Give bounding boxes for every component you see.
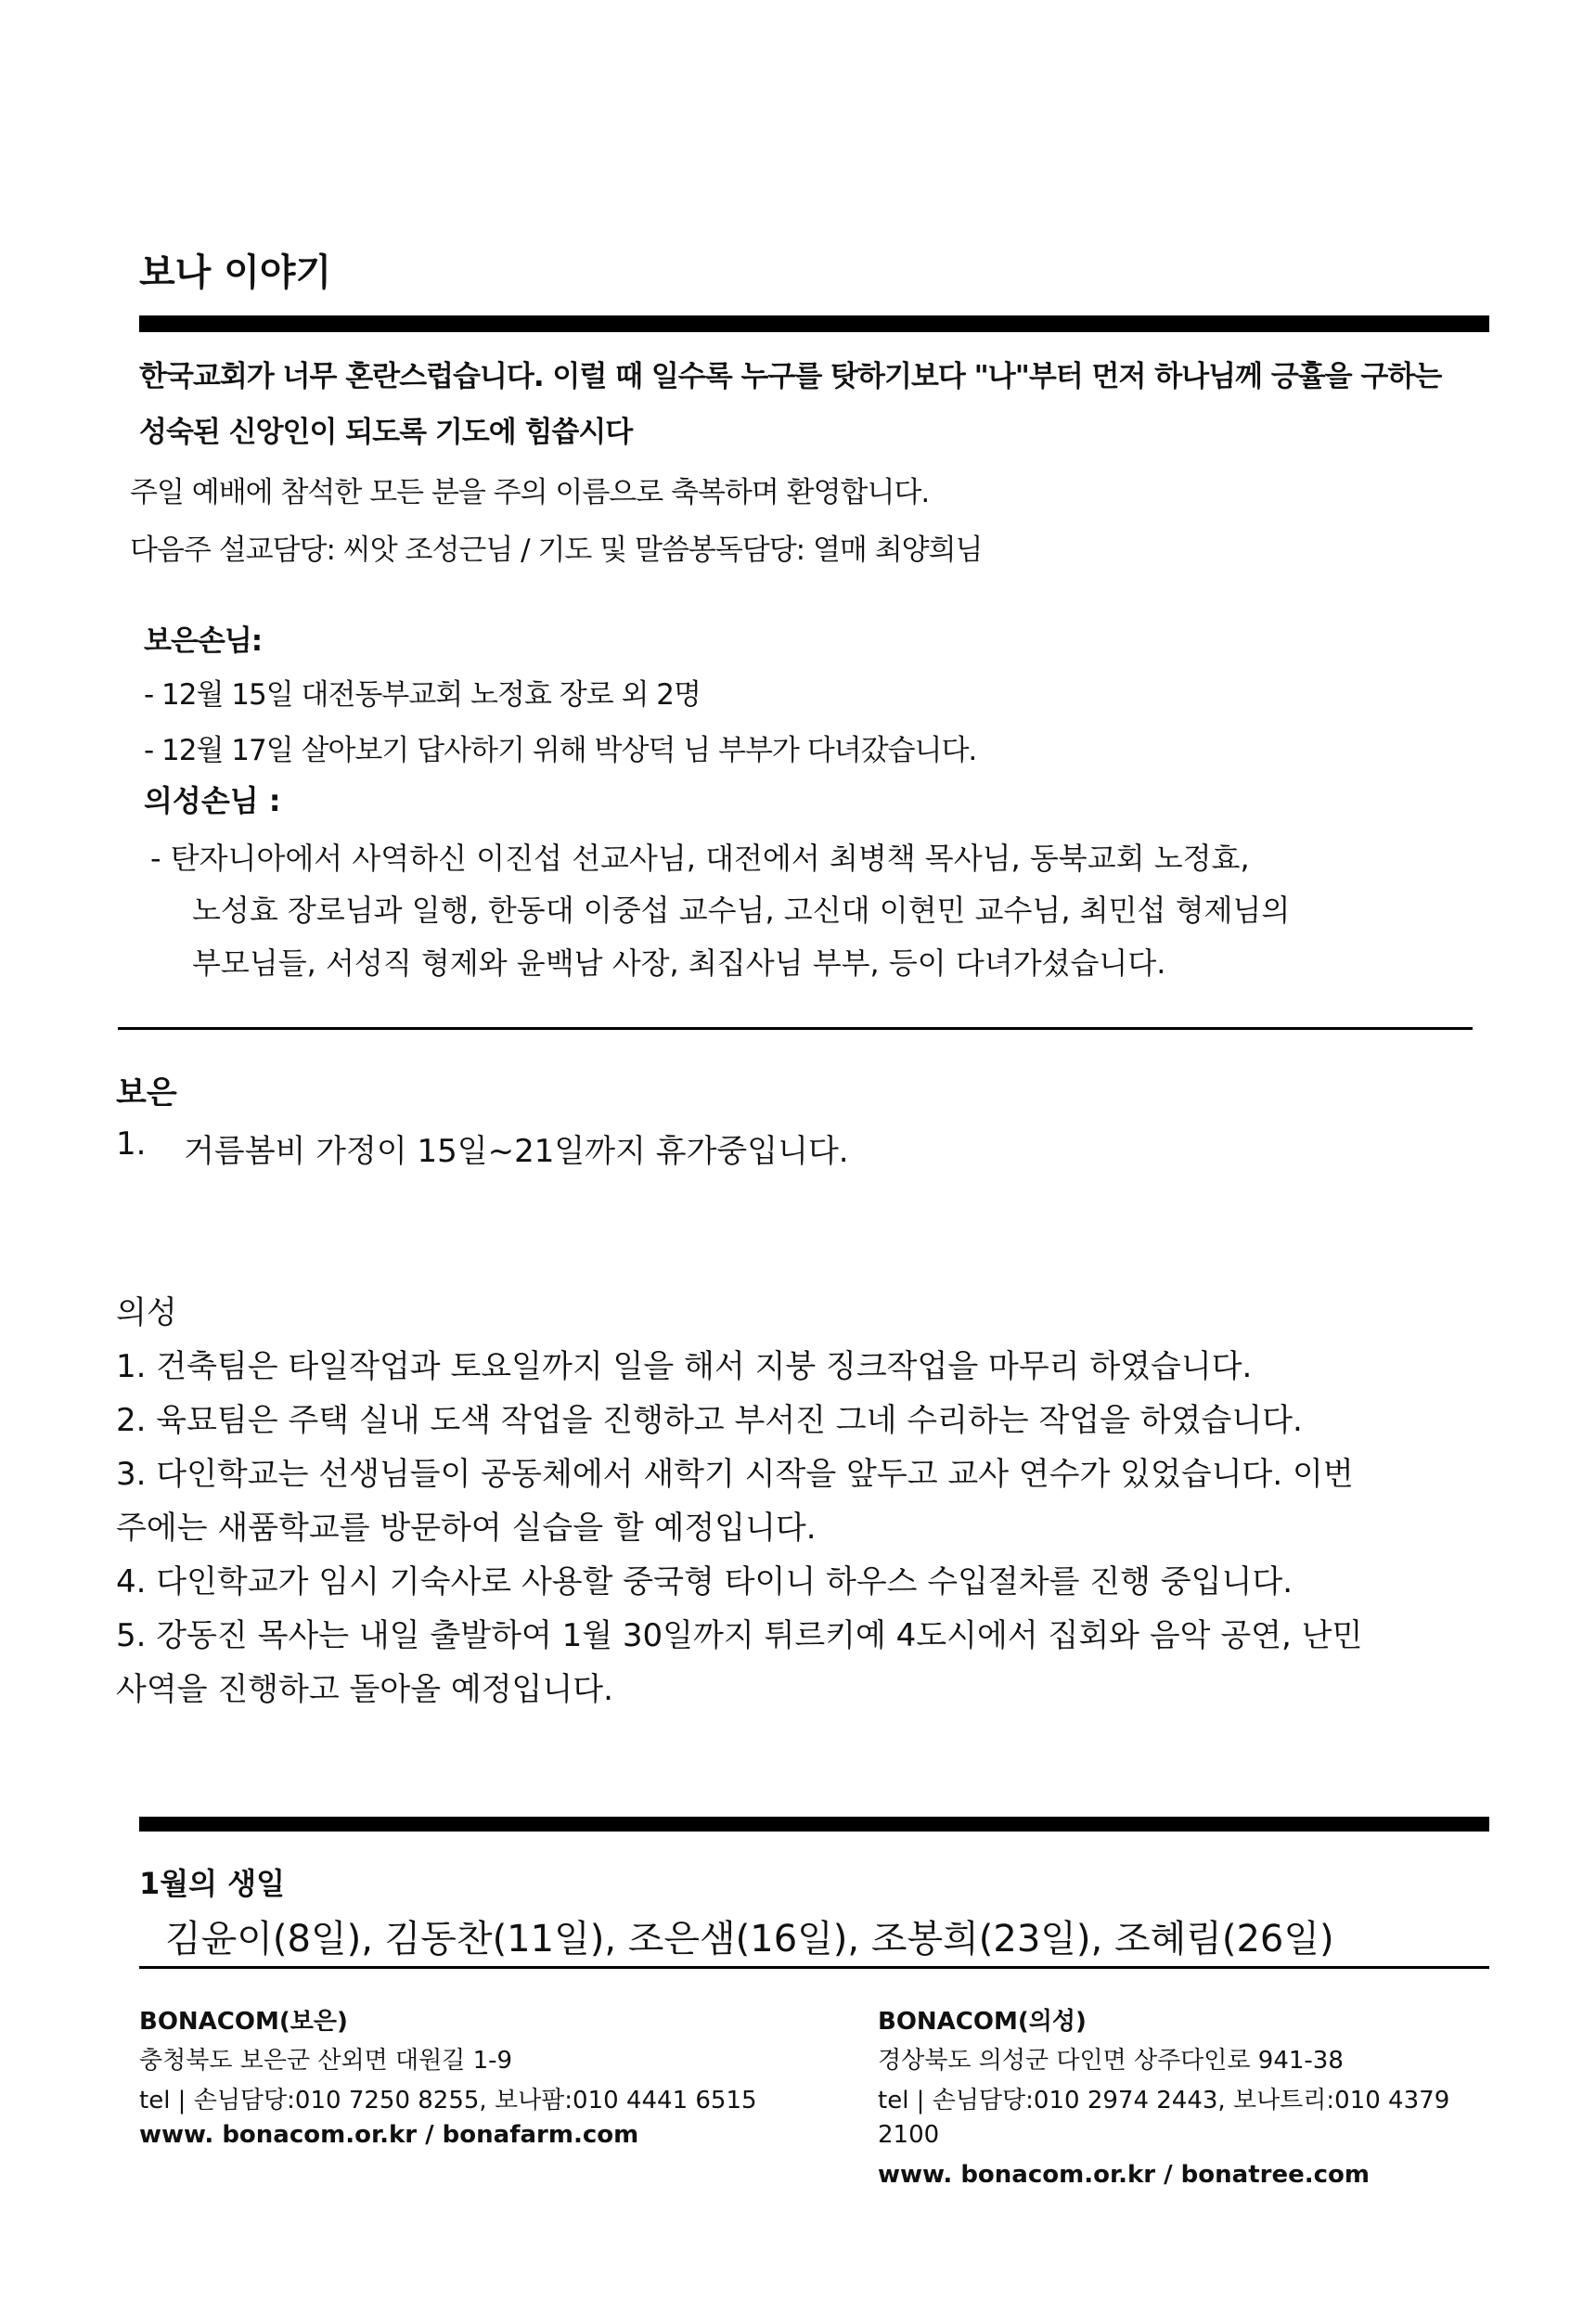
uiseong-news-line-3: 3. 다인학교는 선생님들이 공동체에서 새학기 시작을 앞두고 교사 연수가 있었습니다. 이번	[116, 1456, 1354, 1493]
footer-left-tel: tel | 손님담당:010 7250 8255, 보나팜:010 4441 6515	[139, 2087, 757, 2115]
birthday-heading: 1월의 생일	[139, 1866, 286, 1901]
uiseong-guests-heading: 의성손님 :	[144, 783, 281, 818]
uiseong-news-line-2: 2. 육묘팀은 주택 실내 도색 작업을 진행하고 부서진 그네 수리하는 작업을 하였습니다.	[116, 1402, 1303, 1439]
footer-right-tel-continued: 2100	[878, 2121, 940, 2149]
uiseong-news-line-5: 4. 다인학교가 임시 기숙사로 사용할 중국형 타이니 하우스 수입절차를 진행 중입니다.	[116, 1563, 1294, 1600]
footer-right-tel: tel | 손님담당:010 2974 2443, 보나트리:010 4379	[878, 2087, 1450, 2115]
birthday-divider	[139, 1817, 1489, 1832]
footer-right-address: 경상북도 의성군 다인면 상주다인로 941-38	[878, 2047, 1344, 2075]
boeun-guest-item-1: - 12월 15일 대전동부교회 노정효 장로 외 2명	[144, 678, 701, 712]
uiseong-news-line-6: 5. 강동진 목사는 내일 출발하여 1월 30일까지 튀르키예 4도시에서 집회와 음악 공연, 난민	[116, 1617, 1363, 1654]
boeun-news-item-1: 거름봄비 가정이 15일~21일까지 휴가중입니다.	[184, 1133, 849, 1170]
boeun-guests-heading: 보은손님:	[144, 624, 263, 658]
footer-divider	[139, 1966, 1489, 1969]
uiseong-news-line-1: 1. 건축팀은 타일작업과 토요일까지 일을 해서 지붕 징크작업을 마무리 하였습니다.	[116, 1348, 1253, 1385]
section-divider	[118, 1027, 1473, 1030]
uiseong-news-heading: 의성	[116, 1294, 177, 1331]
intro-bold-line-1: 한국교회가 너무 혼란스럽습니다. 이럴 때 일수록 누구를 탓하기보다 "나"부터 먼저 하나님께 긍휼을 구하는	[139, 360, 1442, 393]
birthday-list: 김윤이(8일), 김동찬(11일), 조은샘(16일), 조봉희(23일), 조혜림(26일)	[165, 1918, 1334, 1960]
boeun-news-number: 1.	[116, 1125, 147, 1163]
footer-left-web[interactable]: www. bonacom.or.kr / bonafarm.com	[139, 2121, 639, 2149]
footer-right-name: BONACOM(의성)	[878, 2008, 1087, 2036]
intro-preacher-line: 다음주 설교담당: 씨앗 조성근님 / 기도 및 말씀봉독담당: 열매 최양희님	[130, 533, 983, 567]
intro-welcome-line: 주일 예배에 참석한 모든 분을 주의 이름으로 축복하며 환영합니다.	[130, 476, 930, 509]
footer-left-address: 충청북도 보은군 산외면 대원길 1-9	[139, 2047, 513, 2075]
uiseong-news-line-4: 주에는 새품학교를 방문하여 실습을 할 예정입니다.	[116, 1510, 817, 1547]
boeun-news-heading: 보은	[116, 1074, 177, 1112]
uiseong-news-line-7: 사역을 진행하고 돌아올 예정입니다.	[116, 1671, 613, 1708]
footer-left-name: BONACOM(보은)	[139, 2008, 348, 2036]
intro-bold-line-2: 성숙된 신앙인이 되도록 기도에 힘씁시다	[139, 416, 633, 449]
header-divider	[139, 315, 1489, 332]
boeun-guest-item-2: - 12월 17일 살아보기 답사하기 위해 박상덕 님 부부가 다녀갔습니다.	[144, 734, 977, 767]
page-title: 보나 이야기	[139, 251, 332, 294]
uiseong-guests-line-1: - 탄자니아에서 사역하신 이진섭 선교사님, 대전에서 최병책 목사님, 동북교회 노정효,	[150, 841, 1250, 876]
footer-right-web[interactable]: www. bonacom.or.kr / bonatree.com	[878, 2161, 1370, 2189]
uiseong-guests-line-2: 노성효 장로님과 일행, 한동대 이중섭 교수님, 고신대 이현민 교수님, 최민섭 형제님의	[192, 893, 1291, 928]
uiseong-guests-line-3: 부모님들, 서성직 형제와 윤백남 사장, 최집사님 부부, 등이 다녀가셨습니다.	[192, 945, 1166, 981]
